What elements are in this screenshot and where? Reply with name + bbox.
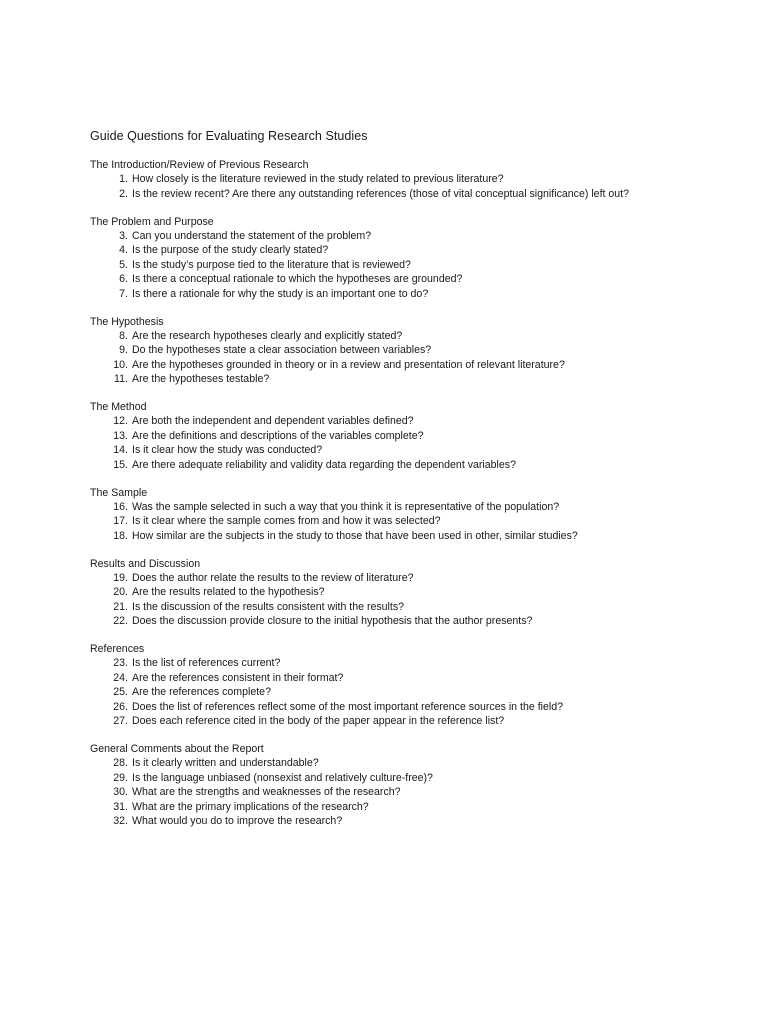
section <box>90 557 690 629</box>
question-item <box>90 458 690 473</box>
question-item <box>90 500 690 515</box>
section-heading: The Problem and Purpose <box>90 215 214 228</box>
question-number: 28. <box>113 757 128 769</box>
question-text: Is the list of references current? <box>132 657 281 669</box>
question-text: What are the strengths and weaknesses of the research? <box>132 786 401 798</box>
section <box>90 400 690 472</box>
question-item <box>90 343 690 358</box>
section <box>90 642 690 729</box>
question-number: 19. <box>113 571 128 584</box>
question-item <box>90 656 690 671</box>
question-text: Are there adequate reliability and validity data regarding the dependent variables? <box>132 458 516 471</box>
question-number: 11. <box>114 373 128 385</box>
section <box>90 742 690 829</box>
question-item <box>90 700 690 715</box>
question-text: Are the results related to the hypothesis? <box>132 586 325 598</box>
question-text: Is there a conceptual rationale to which the hypotheses are grounded? <box>132 273 463 285</box>
question-item <box>90 287 690 302</box>
question-item <box>90 800 690 815</box>
question-text: Do the hypotheses state a clear association between variables? <box>132 344 432 356</box>
question-item <box>90 514 690 529</box>
question-item <box>90 243 690 258</box>
question-item <box>90 685 690 700</box>
question-number: 18. <box>113 529 128 542</box>
question-number: 16. <box>113 500 128 513</box>
question-number: 1. <box>119 173 128 185</box>
question-number: 12. <box>113 415 128 427</box>
question-text: What are the primary implications of the research? <box>132 800 369 813</box>
question-item <box>90 329 690 344</box>
question-text: Does each reference cited in the body of the paper appear in the reference list? <box>132 715 505 727</box>
question-item <box>90 258 690 273</box>
question-text: How closely is the literature reviewed in the study related to previous literature? <box>132 173 504 185</box>
question-item <box>90 414 690 429</box>
question-number: 20. <box>113 586 128 598</box>
section-heading: References <box>90 643 145 655</box>
question-number: 22. <box>113 615 128 627</box>
question-number: 31. <box>113 800 128 813</box>
question-text: What would you do to improve the research? <box>132 815 343 827</box>
question-number: 24. <box>113 671 128 684</box>
question-text: Does the discussion provide closure to the initial hypothesis that the author presents? <box>132 615 533 627</box>
question-text: Is the review recent? Are there any outstanding references (those of vital conceptual significance) left out? <box>132 187 630 200</box>
section <box>90 158 690 201</box>
question-number: 26. <box>113 700 128 713</box>
question-text: Are the research hypotheses clearly and explicitly stated? <box>132 329 403 342</box>
section-heading: Results and Discussion <box>90 557 201 570</box>
section-heading: The Sample <box>90 486 148 499</box>
question-number: 21. <box>113 600 128 613</box>
question-text: Are the hypotheses grounded in theory or in a review and presentation of relevant literature? <box>132 358 565 371</box>
question-text: Can you understand the statement of the problem? <box>132 229 372 242</box>
question-text: Are both the independent and dependent variables defined? <box>132 415 414 427</box>
question-number: 10. <box>113 358 128 371</box>
question-text: Is it clear how the study was conducted? <box>132 444 323 456</box>
question-number: 29. <box>113 771 128 784</box>
question-item <box>90 187 690 202</box>
section <box>90 215 690 302</box>
question-number: 14. <box>113 444 128 456</box>
question-number: 30. <box>113 786 128 798</box>
question-item <box>90 272 690 287</box>
question-number: 15. <box>113 458 128 471</box>
question-number: 7. <box>119 287 128 300</box>
question-item <box>90 172 690 187</box>
question-text: Are the hypotheses testable? <box>132 373 270 385</box>
question-item <box>90 714 690 729</box>
question-item <box>90 372 690 387</box>
question-text: Is there a rationale for why the study is an important one to do? <box>132 287 429 300</box>
question-text: Does the author relate the results to the review of literature? <box>132 571 414 584</box>
question-item <box>90 614 690 629</box>
question-text: Does the list of references reflect some of the most important reference sources in the field? <box>132 700 564 713</box>
question-item <box>90 229 690 244</box>
question-text: Is the purpose of the study clearly stated? <box>132 244 329 256</box>
question-text: Are the references complete? <box>132 686 271 698</box>
question-item <box>90 671 690 686</box>
question-number: 13. <box>113 429 128 442</box>
section-heading: The Introduction/Review of Previous Research <box>90 159 309 171</box>
question-number: 17. <box>113 515 128 527</box>
question-number: 3. <box>119 229 128 242</box>
question-item <box>90 814 690 829</box>
question-number: 6. <box>119 273 128 285</box>
document-title: Guide Questions for Evaluating Research Studies <box>90 129 368 143</box>
question-item <box>90 429 690 444</box>
sections-container <box>90 158 690 829</box>
question-number: 9. <box>119 344 128 356</box>
section-heading: The Method <box>90 401 147 413</box>
question-item <box>90 358 690 373</box>
question-number: 32. <box>113 815 128 827</box>
question-item <box>90 756 690 771</box>
question-number: 8. <box>119 329 128 342</box>
section <box>90 315 690 387</box>
question-item <box>90 443 690 458</box>
question-text: Is the language unbiased (nonsexist and relatively culture-free)? <box>132 771 433 784</box>
question-item <box>90 785 690 800</box>
question-text: How similar are the subjects in the study to those that have been used in other, similar studies? <box>132 529 578 542</box>
question-text: Are the references consistent in their format? <box>132 671 344 684</box>
question-item <box>90 571 690 586</box>
section-heading: General Comments about the Report <box>90 743 264 755</box>
question-item <box>90 771 690 786</box>
question-text: Was the sample selected in such a way that you think it is representative of the population? <box>132 500 560 513</box>
question-number: 5. <box>119 258 128 271</box>
question-text: Are the definitions and descriptions of the variables complete? <box>132 429 424 442</box>
question-number: 23. <box>113 657 128 669</box>
question-text: Is the study’s purpose tied to the literature that is reviewed? <box>132 258 411 271</box>
question-item <box>90 529 690 544</box>
question-number: 25. <box>113 686 128 698</box>
question-text: Is it clearly written and understandable? <box>132 757 319 769</box>
question-item <box>90 600 690 615</box>
question-number: 27. <box>113 715 128 727</box>
section-heading: The Hypothesis <box>90 315 164 328</box>
document-body <box>90 128 690 842</box>
question-text: Is the discussion of the results consistent with the results? <box>132 600 405 613</box>
section <box>90 486 690 544</box>
question-number: 4. <box>119 244 128 256</box>
question-text: Is it clear where the sample comes from and how it was selected? <box>132 515 441 527</box>
question-item <box>90 585 690 600</box>
question-number: 2. <box>119 187 128 200</box>
